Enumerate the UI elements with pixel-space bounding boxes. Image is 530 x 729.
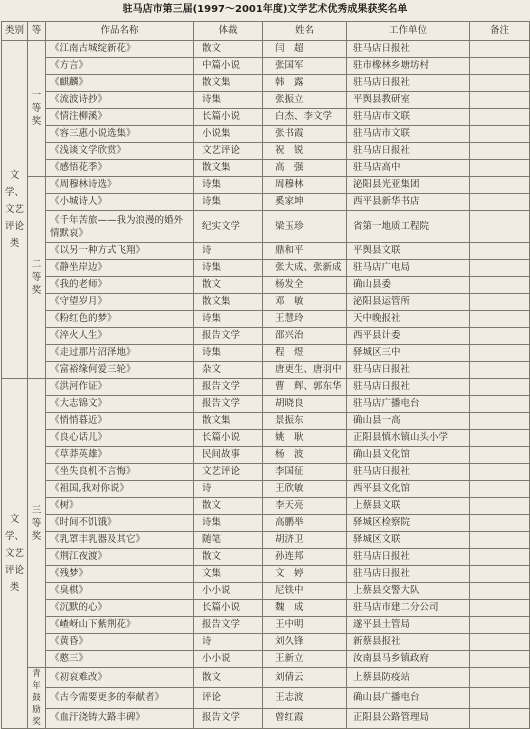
author-cell: 奚家坤 xyxy=(263,194,347,211)
work-unit-cell: 新蔡县报社 xyxy=(347,634,470,651)
remarks-cell xyxy=(470,498,530,515)
remarks-cell xyxy=(470,41,530,58)
genre-cell: 诗集 xyxy=(194,260,263,277)
work-title-cell: 《残梦》 xyxy=(46,566,194,583)
work-title-cell: 《沉默的心》 xyxy=(46,600,194,617)
author-cell: 文 婷 xyxy=(263,566,347,583)
table-row xyxy=(2,379,530,396)
header-category: 类别 xyxy=(2,22,28,41)
table-row xyxy=(2,109,530,126)
header-remarks: 备注 xyxy=(470,22,530,41)
work-title-cell: 《草莽英雄》 xyxy=(46,447,194,464)
work-unit-cell: 西平县新华书店 xyxy=(347,194,470,211)
work-unit-cell: 正阳县公路管理局 xyxy=(347,708,470,728)
genre-cell: 随笔 xyxy=(194,532,263,549)
genre-cell: 散文集 xyxy=(194,413,263,430)
work-unit-cell: 泌阳县运管所 xyxy=(347,294,470,311)
genre-cell: 散文 xyxy=(194,41,263,58)
table-row xyxy=(2,294,530,311)
work-title-cell: 《麒麟》 xyxy=(46,75,194,92)
genre-cell: 文集 xyxy=(194,566,263,583)
table-row xyxy=(2,243,530,260)
table-row xyxy=(2,211,530,243)
work-unit-cell: 驻马店市建二分公司 xyxy=(347,600,470,617)
work-title-cell: 《容三惠小说选集》 xyxy=(46,126,194,143)
work-unit-cell: 确山县一高 xyxy=(347,413,470,430)
author-cell: 王欣敏 xyxy=(263,481,347,498)
work-title-cell: 《时间不饥饿》 xyxy=(46,515,194,532)
remarks-cell xyxy=(470,92,530,109)
genre-cell: 散文集 xyxy=(194,294,263,311)
genre-cell: 散文 xyxy=(194,498,263,515)
genre-cell: 报告文学 xyxy=(194,617,263,634)
work-unit-cell: 驿城区文联 xyxy=(347,532,470,549)
author-cell: 韩 露 xyxy=(263,75,347,92)
remarks-cell xyxy=(470,194,530,211)
genre-cell: 诗 xyxy=(194,243,263,260)
author-cell: 高鹏举 xyxy=(263,515,347,532)
author-cell: 曹 辉、郭东华 xyxy=(263,379,347,396)
author-cell: 唐更生、唐羽中 xyxy=(263,362,347,379)
author-cell: 鼎和平 xyxy=(263,243,347,260)
table-row xyxy=(2,396,530,413)
remarks-cell xyxy=(470,532,530,549)
work-unit-cell: 确山县广播电台 xyxy=(347,688,470,708)
work-unit-cell: 驻马店广播电台 xyxy=(347,396,470,413)
remarks-cell xyxy=(470,396,530,413)
table-row xyxy=(2,566,530,583)
author-cell: 程 煜 xyxy=(263,345,347,362)
genre-cell: 散文集 xyxy=(194,160,263,177)
work-unit-cell: 驿城区三中 xyxy=(347,345,470,362)
work-unit-cell: 平舆县文联 xyxy=(347,243,470,260)
author-cell: 王新立 xyxy=(263,651,347,668)
remarks-cell xyxy=(470,75,530,92)
table-row xyxy=(2,634,530,651)
table-row xyxy=(2,515,530,532)
work-title-cell: 《富裕缘何爱三轮》 xyxy=(46,362,194,379)
author-cell: 景振东 xyxy=(263,413,347,430)
table-row xyxy=(2,194,530,211)
genre-cell: 诗 xyxy=(194,634,263,651)
author-cell: 李国征 xyxy=(263,464,347,481)
table-row xyxy=(2,447,530,464)
author-cell: 王慧玲 xyxy=(263,311,347,328)
work-title-cell: 《血汗浇铸大路丰碑》 xyxy=(46,708,194,728)
table-row xyxy=(2,464,530,481)
remarks-cell xyxy=(470,311,530,328)
remarks-cell xyxy=(470,617,530,634)
remarks-cell xyxy=(470,708,530,728)
author-cell: 杨 波 xyxy=(263,447,347,464)
work-title-cell: 《静坐岸边》 xyxy=(46,260,194,277)
author-cell: 刘倩云 xyxy=(263,668,347,688)
genre-cell: 文艺评论 xyxy=(194,143,263,160)
header-level: 等 xyxy=(28,22,46,41)
genre-cell: 纪实文学 xyxy=(194,211,263,243)
work-unit-cell: 汝南县马乡镇政府 xyxy=(347,651,470,668)
author-cell: 梁玉珍 xyxy=(263,211,347,243)
work-title-cell: 《坐失良机不言悔》 xyxy=(46,464,194,481)
table-row xyxy=(2,481,530,498)
remarks-cell xyxy=(470,345,530,362)
work-unit-cell: 驻马店日报社 xyxy=(347,75,470,92)
remarks-cell xyxy=(470,688,530,708)
remarks-cell xyxy=(470,600,530,617)
work-unit-cell: 驻马店日报社 xyxy=(347,464,470,481)
remarks-cell xyxy=(470,634,530,651)
table-row xyxy=(2,549,530,566)
author-cell: 祝 锐 xyxy=(263,143,347,160)
table-row xyxy=(2,311,530,328)
work-unit-cell: 上蔡县文联 xyxy=(347,498,470,515)
category-cell: 文学、文艺评论类 xyxy=(2,379,28,729)
work-unit-cell: 泌阳县光亚集团 xyxy=(347,177,470,194)
author-cell: 魏 成 xyxy=(263,600,347,617)
genre-cell: 诗集 xyxy=(194,345,263,362)
table-row xyxy=(2,532,530,549)
table-row xyxy=(2,328,530,345)
genre-cell: 诗集 xyxy=(194,311,263,328)
table-row xyxy=(2,177,530,194)
genre-cell: 散文 xyxy=(194,277,263,294)
remarks-cell xyxy=(470,260,530,277)
remarks-cell xyxy=(470,160,530,177)
work-title-cell: 《江南古城绽新花》 xyxy=(46,41,194,58)
category-cell: 文学、文艺评论类 xyxy=(2,41,28,379)
award-level-cell: 青年鼓励奖 xyxy=(28,668,46,729)
work-title-cell: 《以另一种方式飞翔》 xyxy=(46,243,194,260)
header-work-unit: 工作单位 xyxy=(347,22,470,41)
table-row xyxy=(2,668,530,688)
work-title-cell: 《浅谈文学欣赏》 xyxy=(46,143,194,160)
table-row xyxy=(2,430,530,447)
remarks-cell xyxy=(470,447,530,464)
work-unit-cell: 驻马店广电局 xyxy=(347,260,470,277)
work-title-cell: 《守望岁月》 xyxy=(46,294,194,311)
work-title-cell: 《我的老师》 xyxy=(46,277,194,294)
genre-cell: 报告文学 xyxy=(194,708,263,728)
genre-cell: 散文 xyxy=(194,668,263,688)
work-title-cell: 《古今需要更多的奉献者》 xyxy=(46,688,194,708)
genre-cell: 小小说 xyxy=(194,583,263,600)
author-cell: 周穆林 xyxy=(263,177,347,194)
work-unit-cell: 西平县文化馆 xyxy=(347,481,470,498)
remarks-cell xyxy=(470,430,530,447)
genre-cell: 长篇小说 xyxy=(194,430,263,447)
work-title-cell: 《洪河作证》 xyxy=(46,379,194,396)
author-cell: 张大成、张新成 xyxy=(263,260,347,277)
work-unit-cell: 驻马店日报社 xyxy=(347,549,470,566)
genre-cell: 长篇小说 xyxy=(194,109,263,126)
author-cell: 张书霞 xyxy=(263,126,347,143)
work-title-cell: 《黄昏》 xyxy=(46,634,194,651)
table-row xyxy=(2,413,530,430)
remarks-cell xyxy=(470,328,530,345)
author-cell: 姚 耿 xyxy=(263,430,347,447)
remarks-cell xyxy=(470,294,530,311)
author-cell: 胡济卫 xyxy=(263,532,347,549)
work-unit-cell: 天中晚报社 xyxy=(347,311,470,328)
work-title-cell: 《祖国,我对你说》 xyxy=(46,481,194,498)
work-title-cell: 《流波诗抄》 xyxy=(46,92,194,109)
genre-cell: 诗集 xyxy=(194,177,263,194)
work-title-cell: 《粉红色的梦》 xyxy=(46,311,194,328)
genre-cell: 诗集 xyxy=(194,515,263,532)
genre-cell: 评论 xyxy=(194,688,263,708)
table-row xyxy=(2,160,530,177)
work-title-cell: 《荆江夜渡》 xyxy=(46,549,194,566)
table-row xyxy=(2,41,530,58)
header-row xyxy=(2,22,530,41)
genre-cell: 中篇小说 xyxy=(194,58,263,75)
table-row xyxy=(2,58,530,75)
work-title-cell: 《臭棋》 xyxy=(46,583,194,600)
genre-cell: 杂文 xyxy=(194,362,263,379)
genre-cell: 小说集 xyxy=(194,126,263,143)
author-cell: 王志波 xyxy=(263,688,347,708)
genre-cell: 报告文学 xyxy=(194,328,263,345)
table-row xyxy=(2,362,530,379)
work-title-cell: 《树》 xyxy=(46,498,194,515)
remarks-cell xyxy=(470,566,530,583)
table-row xyxy=(2,345,530,362)
work-unit-cell: 驻马店日报社 xyxy=(347,41,470,58)
table-row xyxy=(2,277,530,294)
work-unit-cell: 驻马店市文联 xyxy=(347,109,470,126)
work-unit-cell: 确山县委 xyxy=(347,277,470,294)
table-row xyxy=(2,498,530,515)
work-title-cell: 《悄悄暮近》 xyxy=(46,413,194,430)
work-title-cell: 《淬火人生》 xyxy=(46,328,194,345)
author-cell: 李天亮 xyxy=(263,498,347,515)
work-title-cell: 《千年苦旅——我为浪漫的婚外情默哀》 xyxy=(46,211,194,243)
remarks-cell xyxy=(470,362,530,379)
remarks-cell xyxy=(470,464,530,481)
work-title-cell: 《感悟花季》 xyxy=(46,160,194,177)
remarks-cell xyxy=(470,583,530,600)
remarks-cell xyxy=(470,481,530,498)
remarks-cell xyxy=(470,58,530,75)
author-cell: 曾红霞 xyxy=(263,708,347,728)
genre-cell: 民间故事 xyxy=(194,447,263,464)
work-title-cell: 《乳罩丰乳器及其它》 xyxy=(46,532,194,549)
table-row xyxy=(2,143,530,160)
document-title: 驻马店市第三届(1997～2001年度)文学艺术优秀成果获奖名单 xyxy=(122,4,408,15)
author-cell: 邓 敏 xyxy=(263,294,347,311)
table-row xyxy=(2,260,530,277)
remarks-cell xyxy=(470,109,530,126)
remarks-cell xyxy=(470,379,530,396)
work-unit-cell: 驻马店日报社 xyxy=(347,566,470,583)
table-row xyxy=(2,651,530,668)
author-cell: 王中明 xyxy=(263,617,347,634)
work-title-cell: 《周穆林诗选》 xyxy=(46,177,194,194)
header-author: 姓名 xyxy=(263,22,347,41)
genre-cell: 文艺评论 xyxy=(194,464,263,481)
work-title-cell: 《嵖岈山下紫荆花》 xyxy=(46,617,194,634)
genre-cell: 散文 xyxy=(194,549,263,566)
author-cell: 胡晓良 xyxy=(263,396,347,413)
work-unit-cell: 驻马店日报社 xyxy=(347,379,470,396)
work-unit-cell: 遂平县土管局 xyxy=(347,617,470,634)
header-work-title: 作品名称 xyxy=(46,22,194,41)
author-cell: 邵兴治 xyxy=(263,328,347,345)
work-title-cell: 《初哀难改》 xyxy=(46,668,194,688)
work-unit-cell: 驻马店市文联 xyxy=(347,126,470,143)
header-genre: 体裁 xyxy=(194,22,263,41)
award-table xyxy=(1,21,530,729)
author-cell: 孙连邦 xyxy=(263,549,347,566)
author-cell: 尼铁中 xyxy=(263,583,347,600)
work-title-cell: 《方言》 xyxy=(46,58,194,75)
remarks-cell xyxy=(470,126,530,143)
table-row xyxy=(2,617,530,634)
work-unit-cell: 上蔡县防疫站 xyxy=(347,668,470,688)
remarks-cell xyxy=(470,143,530,160)
award-level-cell: 三等奖 xyxy=(28,379,46,668)
work-title-cell: 《情注柳溪》 xyxy=(46,109,194,126)
remarks-cell xyxy=(470,668,530,688)
author-cell: 张振立 xyxy=(263,92,347,109)
author-cell: 刘久锋 xyxy=(263,634,347,651)
genre-cell: 诗 xyxy=(194,481,263,498)
table-row xyxy=(2,708,530,728)
genre-cell: 报告文学 xyxy=(194,396,263,413)
work-title-cell: 《走过那片沼泽地》 xyxy=(46,345,194,362)
genre-cell: 小小说 xyxy=(194,651,263,668)
author-cell: 闫 超 xyxy=(263,41,347,58)
table-row xyxy=(2,75,530,92)
remarks-cell xyxy=(470,549,530,566)
genre-cell: 诗集 xyxy=(194,194,263,211)
work-unit-cell: 上蔡县交警大队 xyxy=(347,583,470,600)
remarks-cell xyxy=(470,413,530,430)
genre-cell: 诗集 xyxy=(194,92,263,109)
work-unit-cell: 平舆县教研室 xyxy=(347,92,470,109)
author-cell: 高 强 xyxy=(263,160,347,177)
work-unit-cell: 驿城区检察院 xyxy=(347,515,470,532)
table-row xyxy=(2,600,530,617)
remarks-cell xyxy=(470,651,530,668)
work-unit-cell: 驻市橡林乡塘坊村 xyxy=(347,58,470,75)
work-unit-cell: 确山县文化馆 xyxy=(347,447,470,464)
work-title-cell: 《小城诗人》 xyxy=(46,194,194,211)
work-unit-cell: 省第一地质工程院 xyxy=(347,211,470,243)
genre-cell: 报告文学 xyxy=(194,379,263,396)
work-unit-cell: 正阳县慎水镇山头小学 xyxy=(347,430,470,447)
award-level-cell: 二等奖 xyxy=(28,177,46,379)
table-row xyxy=(2,92,530,109)
author-cell: 白杰、李文学 xyxy=(263,109,347,126)
work-title-cell: 《憨三》 xyxy=(46,651,194,668)
work-unit-cell: 驻马店日报社 xyxy=(347,143,470,160)
table-row xyxy=(2,688,530,708)
table-row xyxy=(2,126,530,143)
work-unit-cell: 驻马店高中 xyxy=(347,160,470,177)
remarks-cell xyxy=(470,277,530,294)
genre-cell: 长篇小说 xyxy=(194,600,263,617)
work-unit-cell: 西平县计委 xyxy=(347,328,470,345)
author-cell: 杨发全 xyxy=(263,277,347,294)
genre-cell: 散文集 xyxy=(194,75,263,92)
work-unit-cell: 驻马店日报社 xyxy=(347,362,470,379)
work-title-cell: 《良心话儿》 xyxy=(46,430,194,447)
author-cell: 张国军 xyxy=(263,58,347,75)
remarks-cell xyxy=(470,211,530,243)
table-row xyxy=(2,583,530,600)
remarks-cell xyxy=(470,243,530,260)
remarks-cell xyxy=(470,177,530,194)
work-title-cell: 《大志锦文》 xyxy=(46,396,194,413)
remarks-cell xyxy=(470,515,530,532)
award-level-cell: 一等奖 xyxy=(28,41,46,177)
